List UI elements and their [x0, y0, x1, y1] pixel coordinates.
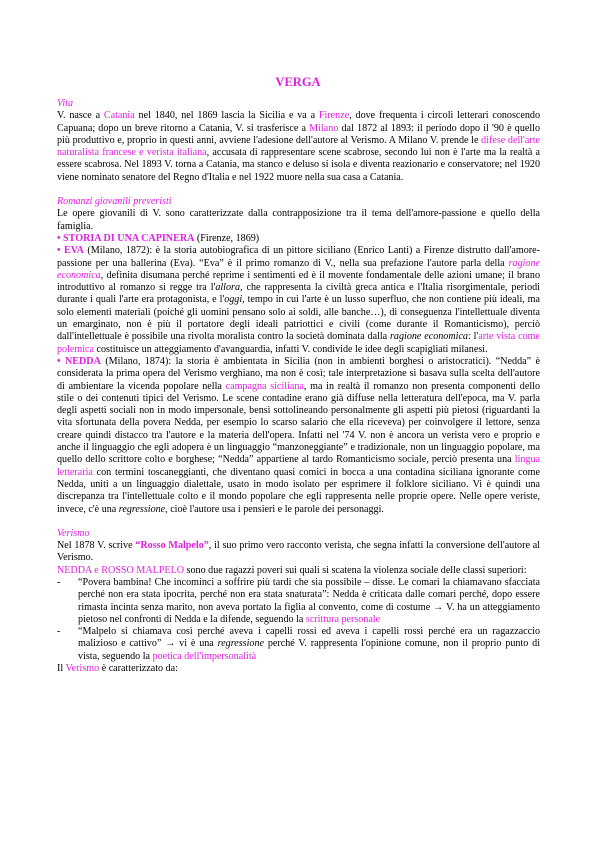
- text-run: , il suo primo vero racconto verista, che segna infatti la conversione dell'autore al Verismo.: [57, 540, 540, 564]
- highlight-poetica-impersonalita: poetica dell'impersonalità: [152, 650, 257, 662]
- text-run: (Firenze, 1869): [194, 232, 260, 244]
- item-nedda: [57, 356, 540, 516]
- highlight-catania: Catania: [103, 110, 135, 122]
- italic-regressione: regressione: [217, 638, 264, 650]
- list-item: [57, 577, 540, 626]
- text-run: , definita disumana perché reprime i sentimenti ed è il movente fondamentale delle azioni umane; il brano introduttivo al romanzo si regge tra l': [57, 269, 540, 294]
- highlight-lingua-letteraria: lingua letteraria: [57, 454, 540, 478]
- highlight-scrittura-personale: scrittura personale: [305, 613, 381, 625]
- text-run: Nel 1878 V. scrive: [57, 540, 136, 552]
- section-heading-vita: Vita: [57, 98, 74, 109]
- text-run: , accusata di rappresentare scene scabrose, secondo lui non è l'arte ma la realtà a essere scabrosa. Nel 1893 V. torna a Catania, ma stanco e deluso si isola e diventa reazionario e conservatore; nel 1920 viene nominato senatore del Regno d'Italia e nel 1922 muore nella sua casa a Catania.: [57, 147, 541, 183]
- text-run: con termini toscaneggianti, che diventano quasi comici in bocca a una contadina siciliana ignorante come Nedda, uniti a un linguaggio dialettale, usato in modo isolato per esprimere il folklore siciliano. Vi è quindi una discrepanza tra l'intellettuale colto e il mondo popolare che egli rappresenta nelle proprie opere. Nelle opere veriste, invece, c'è una: [57, 466, 540, 515]
- text-run: , cioè l'autore usa i pensieri e le parole dei personaggi.: [165, 503, 384, 515]
- paragraph-verismo-caratteristiche: [57, 663, 540, 675]
- text-run: nel 1840, nel 1869 lascia la Sicilia e va a: [134, 110, 319, 122]
- section-heading-verismo: Verismo: [57, 527, 90, 539]
- list-item: [57, 626, 540, 663]
- italic-oggi: oggi: [224, 294, 243, 306]
- quote-list: [57, 577, 540, 663]
- work-title-capinera: • STORIA DI UNA CAPINERA: [57, 232, 195, 244]
- highlight-arte-polemica: arte vista come polemica: [57, 331, 540, 355]
- highlight-rosso-malpelo: “Rosso Malpelo”: [135, 540, 209, 552]
- italic-allora: allora: [215, 282, 241, 294]
- dash-bullet: -: [57, 626, 61, 638]
- paragraph-nedda-rosso: [57, 565, 540, 577]
- dash-bullet: -: [57, 576, 61, 588]
- text-run: Il: [57, 663, 66, 675]
- paragraph-vita: [57, 110, 540, 184]
- item-capinera: [57, 233, 540, 245]
- work-title-eva: • EVA: [57, 245, 84, 257]
- text-run: , che rappresenta la civiltà greca antica e l'Italia risorgimentale, periodi durante i quali l'arte era protagonista, e l': [57, 282, 540, 306]
- highlight-difese: difese dell'arte naturalista francese e verista italiana: [57, 134, 540, 159]
- text-run: (Milano, 1874): la storia è ambientata in Sicilia (non in ambienti borghesi o aristocratici). “Nedda” è considerata la prima opera del Verismo verghiano, ma non è così; tale interpretazione si basava sulla scelta dell'autore di ambientare la vicenda popolare nella: [57, 355, 540, 392]
- section-heading-romanzi: Romanzi giovanili preveristi: [57, 196, 172, 208]
- text-run: sono due ragazzi poveri sui quali si scatena la violenza sociale delle classi superiori:: [184, 564, 527, 576]
- text-run: V. nasce a: [57, 110, 104, 122]
- highlight-ragione-economica: ragione economica: [57, 257, 540, 281]
- italic-ragione-economica: ragione economica: [390, 331, 468, 343]
- text-run: è caratterizzato da:: [99, 663, 178, 675]
- paragraph-romanzi-intro: Le opere giovanili di V. sono caratterizzate dalla contrapposizione tra il tema dell'amore-passione e quello della famiglia.: [57, 208, 540, 232]
- italic-regressione: regressione: [118, 503, 166, 515]
- text-run: , ma in realtà il romanzo non presenta componenti dello stile o dei contenuti tipici del Verismo. Le scene contadine erano già diffuse nella letteratura dell'epoca, ma V. parla degli aspetti sociali non in modo impersonale, bensì sottolineando personalmente gli aspetti più pietosi (riguardanti la vita sfortunata della povera Nedda, per esempio lo scarso salario che ella riceveva) per coinvolgere il lettore, senza creare quindi distacco tra l'autore e la materia dell'opera. Infatti nel '74 V. non è ancora un verista vero e proprio e anche il linguaggio che egli adopera è un linguaggio “manzoneggiante” e tradizionale, non un linguaggio popolare, ma quello dello scrittore colto e borghese; “Nedda” appartiene al tardo Romanticismo sociale, perciò presenta una: [57, 380, 540, 466]
- work-title-nedda: • NEDDA: [57, 355, 101, 367]
- text-run: perché V. rappresenta l'opinione comune, non il proprio punto di vista, seguendo la: [78, 638, 540, 662]
- highlight-verismo: Verismo: [65, 663, 100, 675]
- text-run: “Malpelo si chiamava così perché aveva i capelli rossi ed aveva i capelli rossi perché era un ragazzaccio malizioso e cattivo” → vi è una: [78, 626, 540, 650]
- page-title: VERGA: [275, 75, 321, 89]
- text-run: costituisce un atteggiamento d'avanguardia, infatti V. condivide le idee degli scapigliati milanesi.: [94, 343, 488, 355]
- document-body: [57, 98, 540, 675]
- text-run: : l': [467, 331, 479, 343]
- text-run: , tempo in cui l'arte è un lusso superfluo, che non contiene più ideali, ma solo elementi materiali (poiché gli uomini pensano solo ai soldi, alle banche…), di conseguenza l'intellettuale diventa un emarginato, non è più il portatore degli ideali patriottici e civili (come durante il Romanticismo), perciò dall'intellettuale è possibile una rivolta moralista contro la società dominata dalla: [57, 294, 541, 343]
- text-run: (Milano, 1872): è la storia autobiografica di un pittore siciliano (Enrico Lanti) a Firenze distrutto dall'amore-passione per una ballerina (Eva). “Eva” è il primo romanzo di V., nella sua prefazione l'autore parla della: [57, 245, 540, 269]
- paragraph-rosso-malpelo: [57, 540, 540, 565]
- highlight-milano: Milano: [309, 122, 339, 134]
- text-run: “Povera bambina! Che incominci a soffrire più tardi che sia possibile – disse. Le comari la chiamavano sfacciata perché non era stata ipocrita, perché non era stata snaturata”: Nedda è criticata dalle comari perché, dopo essere rimasta incinta senza marito, non aveva portato la figlia al convento, come di costume → V. ha un atteggiamento pietoso nel confronti di Nedda e la difende, seguendo la: [78, 576, 540, 625]
- highlight-campagna: campagna siciliana: [225, 380, 304, 392]
- highlight-firenze: Firenze: [318, 110, 350, 122]
- item-eva: [57, 245, 540, 356]
- text-run: dal 1872 al 1893: il periodo dopo il '90 è quello più produttivo e, proprio in questi anni, avviene l'adesione dell'autore al Verismo. A Milano V. prende le: [57, 122, 540, 146]
- text-run: , dove frequenta i circoli letterari conoscendo Capuana; dopo un breve ritorno a Catania, V. si trasferisce a: [57, 110, 541, 134]
- highlight-names: NEDDA e ROSSO MALPELO: [57, 564, 185, 576]
